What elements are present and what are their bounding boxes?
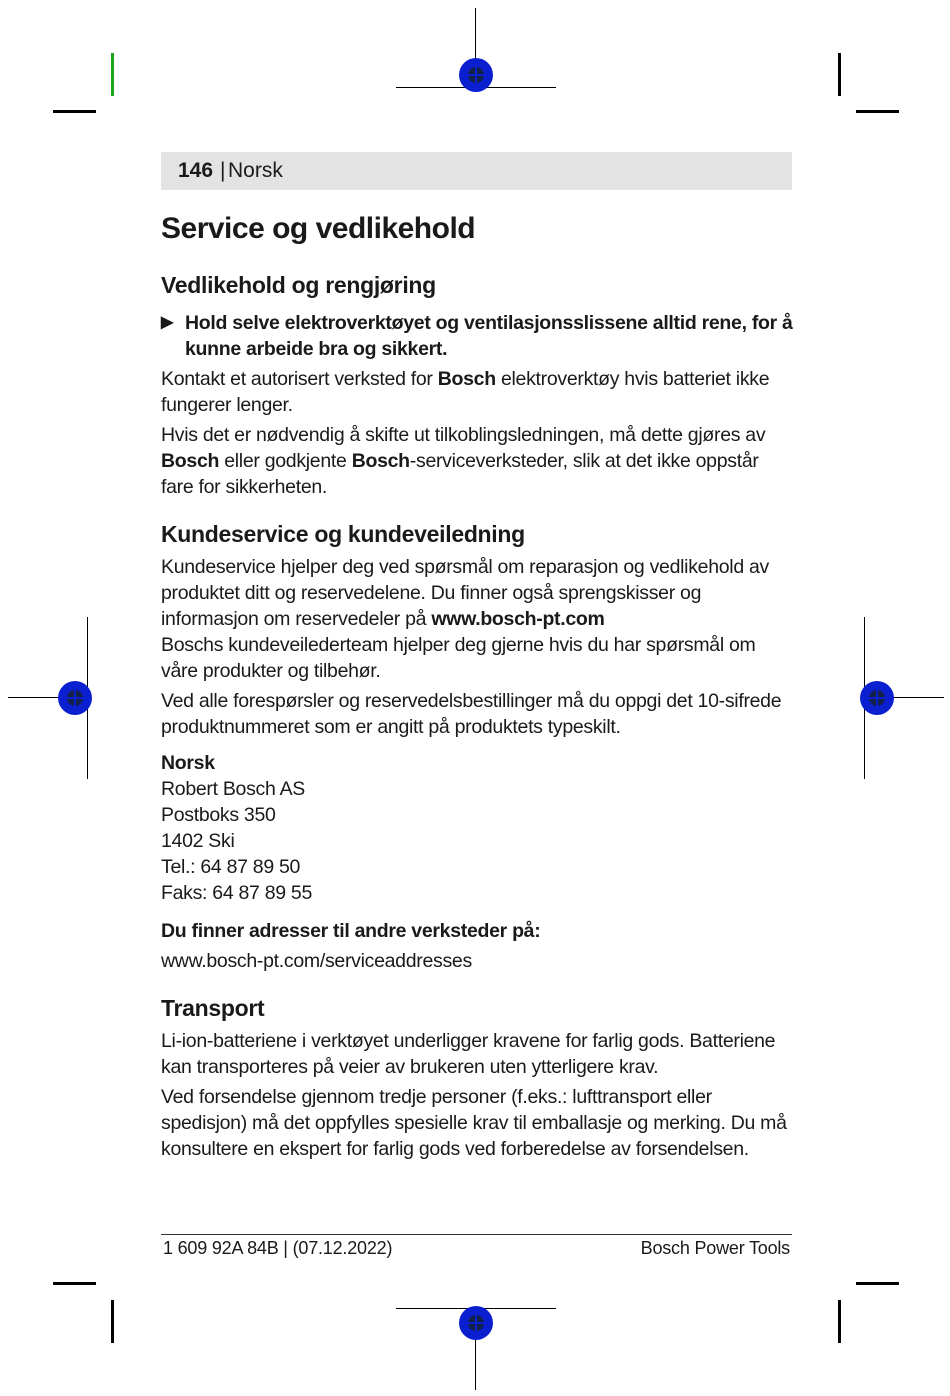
brand-name: Bosch [161,450,220,472]
registration-mark-icon [459,1306,493,1340]
brand-name: Bosch [351,450,410,472]
text-span: Kontakt et autorisert verksted for [161,368,438,390]
brand-name: Bosch [437,368,496,390]
address-line: Tel.: 64 87 89 50 [161,856,301,878]
page-number: 146 [178,159,214,182]
address-line: 1402 Ski [161,830,235,852]
footer-document-id: 1 609 92A 84B | (07.12.2022) [163,1238,393,1258]
other-workshops-url[interactable]: www.bosch-pt.com/serviceaddresses [161,950,472,972]
header-separator: | [220,159,226,182]
registration-mark-icon [860,681,894,715]
safety-bullet [161,310,805,362]
safety-bullet-text: Hold selve elektroverktøyet og ventilasjonsslissene alltid rene, for å kunne arbeide bra og sikkert. [185,312,793,360]
address-block [161,750,801,906]
other-workshops-label: Du finner adresser til andre verksteder på: [161,920,541,942]
address-line: Postboks 350 [161,804,276,826]
customer-service-paragraph-1 [161,554,791,632]
section-heading-customer-service: Kundeservice og kundeveiledning [161,521,525,547]
header-language: Norsk [228,159,283,182]
bullet-triangle-icon: ▶ [161,314,174,331]
address-line: Faks: 64 87 89 55 [161,882,313,904]
address-country: Norsk [161,752,215,774]
transport-paragraph-1: Li-ion-batteriene i verktøyet underligger kravene for farlig gods. Batteriene kan transporteres på veier av brukeren uten ytterligere krav. [161,1030,776,1078]
customer-service-paragraph-3: Ved alle forespørsler og reservedelsbestillinger må du oppgi det 10-sifrede produktnummeret som er angitt på produktets typeskilt. [161,690,782,738]
footer-brand: Bosch Power Tools [640,1238,790,1258]
text-span: Kundeservice hjelper deg ved spørsmål om reparasjon og vedlikehold av produktet ditt og reservedelene. Du finner også sprengskisser og informasjon om reservedeler på [161,556,769,630]
section-heading-maintenance: Vedlikehold og rengjøring [161,272,436,298]
website-link[interactable]: www.bosch-pt.com [431,608,605,630]
customer-service-paragraph-2: Boschs kundeveilederteam hjelper deg gjerne hvis du har spørsmål om våre produkter og tilbehør. [161,634,756,682]
text-span: elektroverktøy hvis batteriet ikke fungerer lenger. [161,368,770,416]
transport-paragraph-2: Ved forsendelse gjennom tredje personer (f.eks.: lufttransport eller spedisjon) må det oppfylles spesielle krav til emballasje og merking. Du må konsultere en ekspert for farlig gods ved forberedelse av forsendelsen. [161,1086,787,1160]
text-span: -serviceverksteder, slik at det ikke oppstår fare for sikkerheten. [161,450,759,498]
page-content [161,208,801,1162]
address-line: Robert Bosch AS [161,778,305,800]
maintenance-paragraph-1 [161,366,791,418]
maintenance-paragraph-2 [161,422,791,500]
text-span: eller godkjente [219,450,352,472]
page-header [161,152,792,190]
footer-divider [161,1234,792,1235]
text-span: Hvis det er nødvendig å skifte ut tilkoblingsledningen, må dette gjøres av [161,424,766,446]
registration-mark-icon [459,58,493,92]
page-title: Service og vedlikehold [161,212,476,245]
section-heading-transport: Transport [161,995,265,1021]
registration-mark-icon [58,681,92,715]
